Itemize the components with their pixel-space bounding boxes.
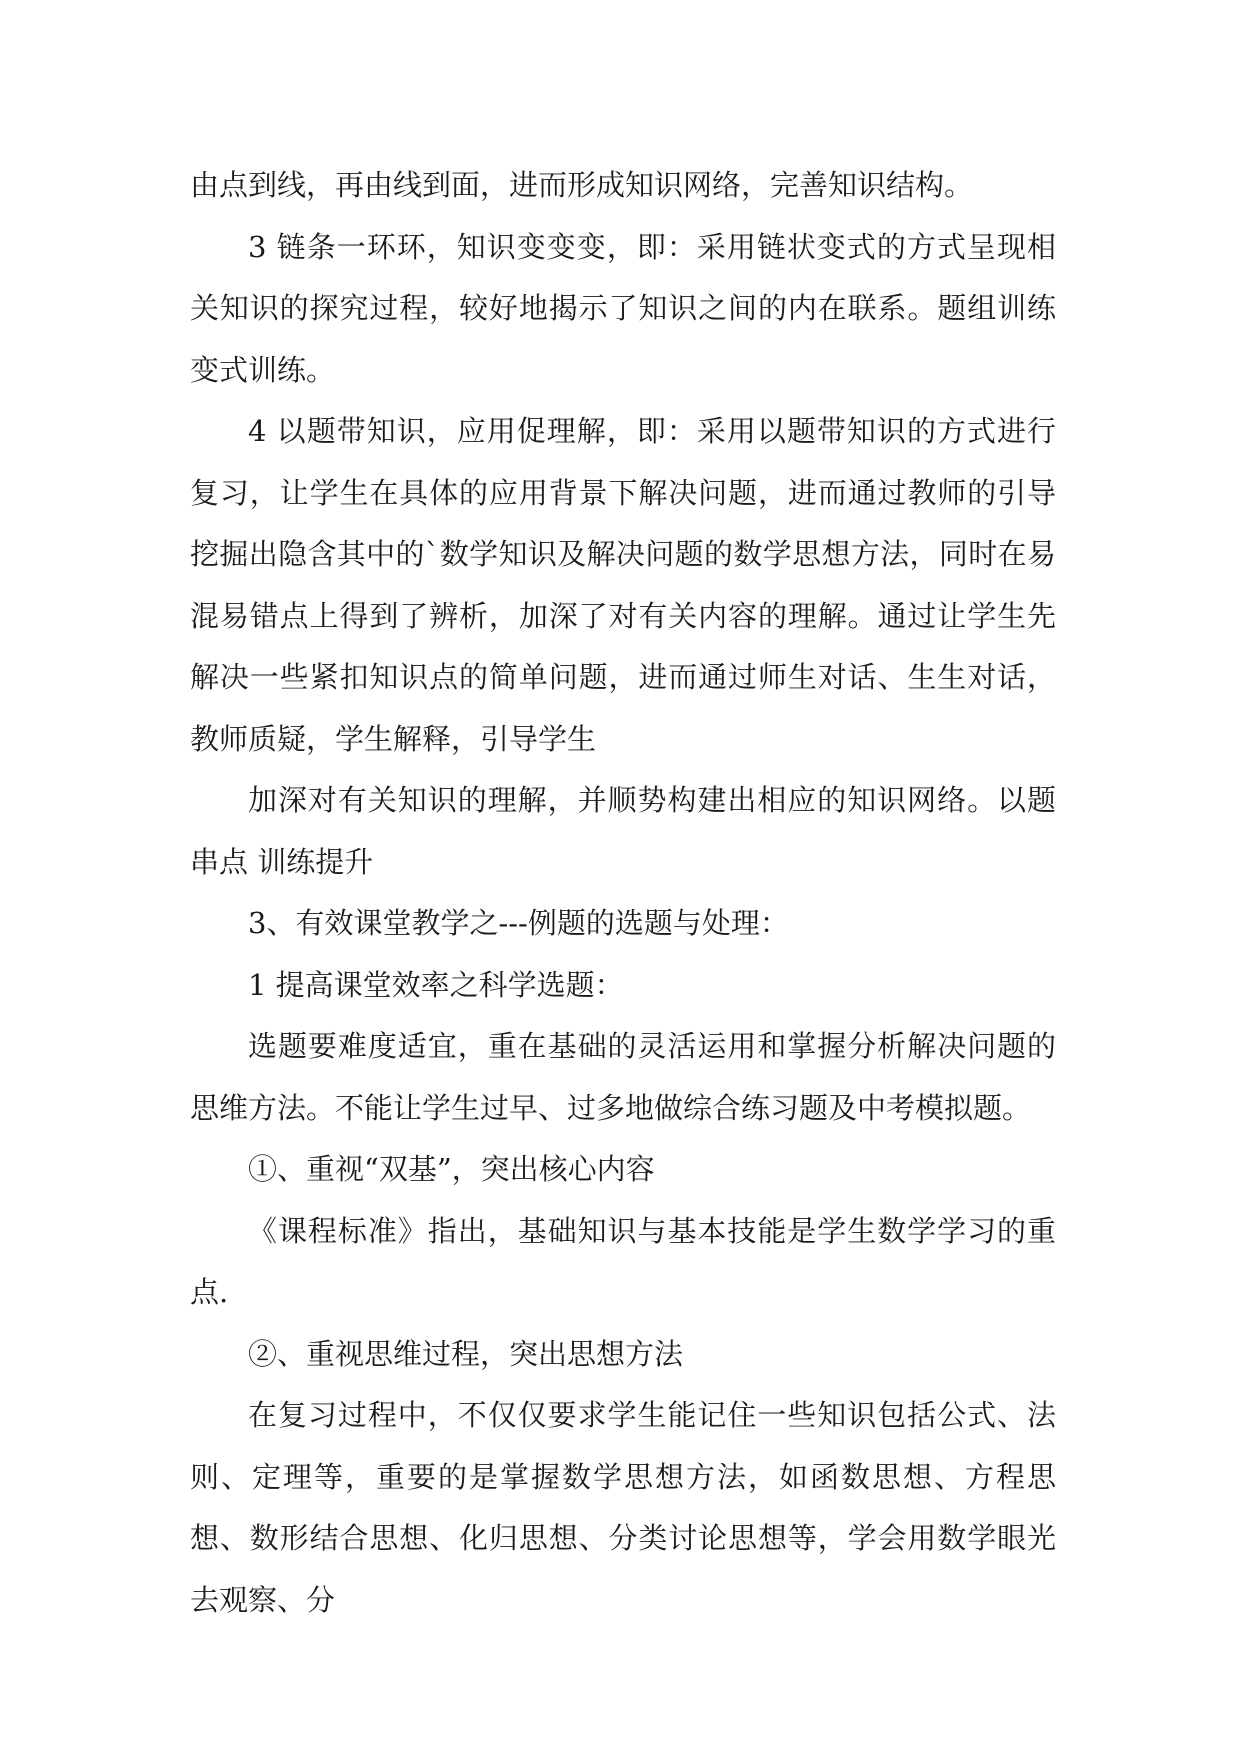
paragraph-10: ②、重视思维过程，突出思想方法 [248, 1336, 684, 1371]
document-body [190, 155, 1056, 1631]
paragraph-6: 1 提高课堂效率之科学选题： [248, 967, 624, 1002]
paragraph-2: 3 链条一环环，知识变变变，即：采用链状变式的方式呈现相关知识的探究过程，较好地揭示了知识之间的内在联系。题组训练 变式训练。 [190, 229, 1056, 387]
paragraph-8: ①、重视“双基”，突出核心内容 [248, 1152, 655, 1186]
paragraph-11: 在复习过程中，不仅仅要求学生能记住一些知识包括公式、法则、定理等，重要的是掌握数学思想方法，如函数思想、方程思想、数形结合思想、化归思想、分类讨论思想等，学会用数学眼光去观察、分 [190, 1398, 1056, 1617]
paragraph-5: 3、有效课堂教学之---例题的选题与处理： [248, 906, 789, 940]
paragraph-4: 加深对有关知识的理解，并顺势构建出相应的知识网络。以题串点 训练提升 [190, 783, 1056, 879]
paragraph-1: 由点到线，再由线到面，进而形成知识网络，完善知识结构。 [190, 168, 974, 202]
paragraph-9: 《课程标准》指出，基础知识与基本技能是学生数学学习的重点. [190, 1213, 1056, 1309]
paragraph-7: 选题要难度适宜，重在基础的灵活运用和掌握分析解决问题的思维方法。不能让学生过早、过多地做综合练习题及中考模拟题。 [190, 1029, 1056, 1125]
paragraph-3: 4 以题带知识，应用促理解，即：采用以题带知识的方式进行复习，让学生在具体的应用背景下解决问题，进而通过教师的引导挖掘出隐含其中的`数学知识及解决问题的数学思想方法，同时在易混易错点上得到了辨析，加深了对有关内容的理解。通过让学生先解决一些紧扣知识点的简单问题，进而通过师生对话、生生对话，教师质疑，学生解释，引导学生 [190, 414, 1056, 756]
